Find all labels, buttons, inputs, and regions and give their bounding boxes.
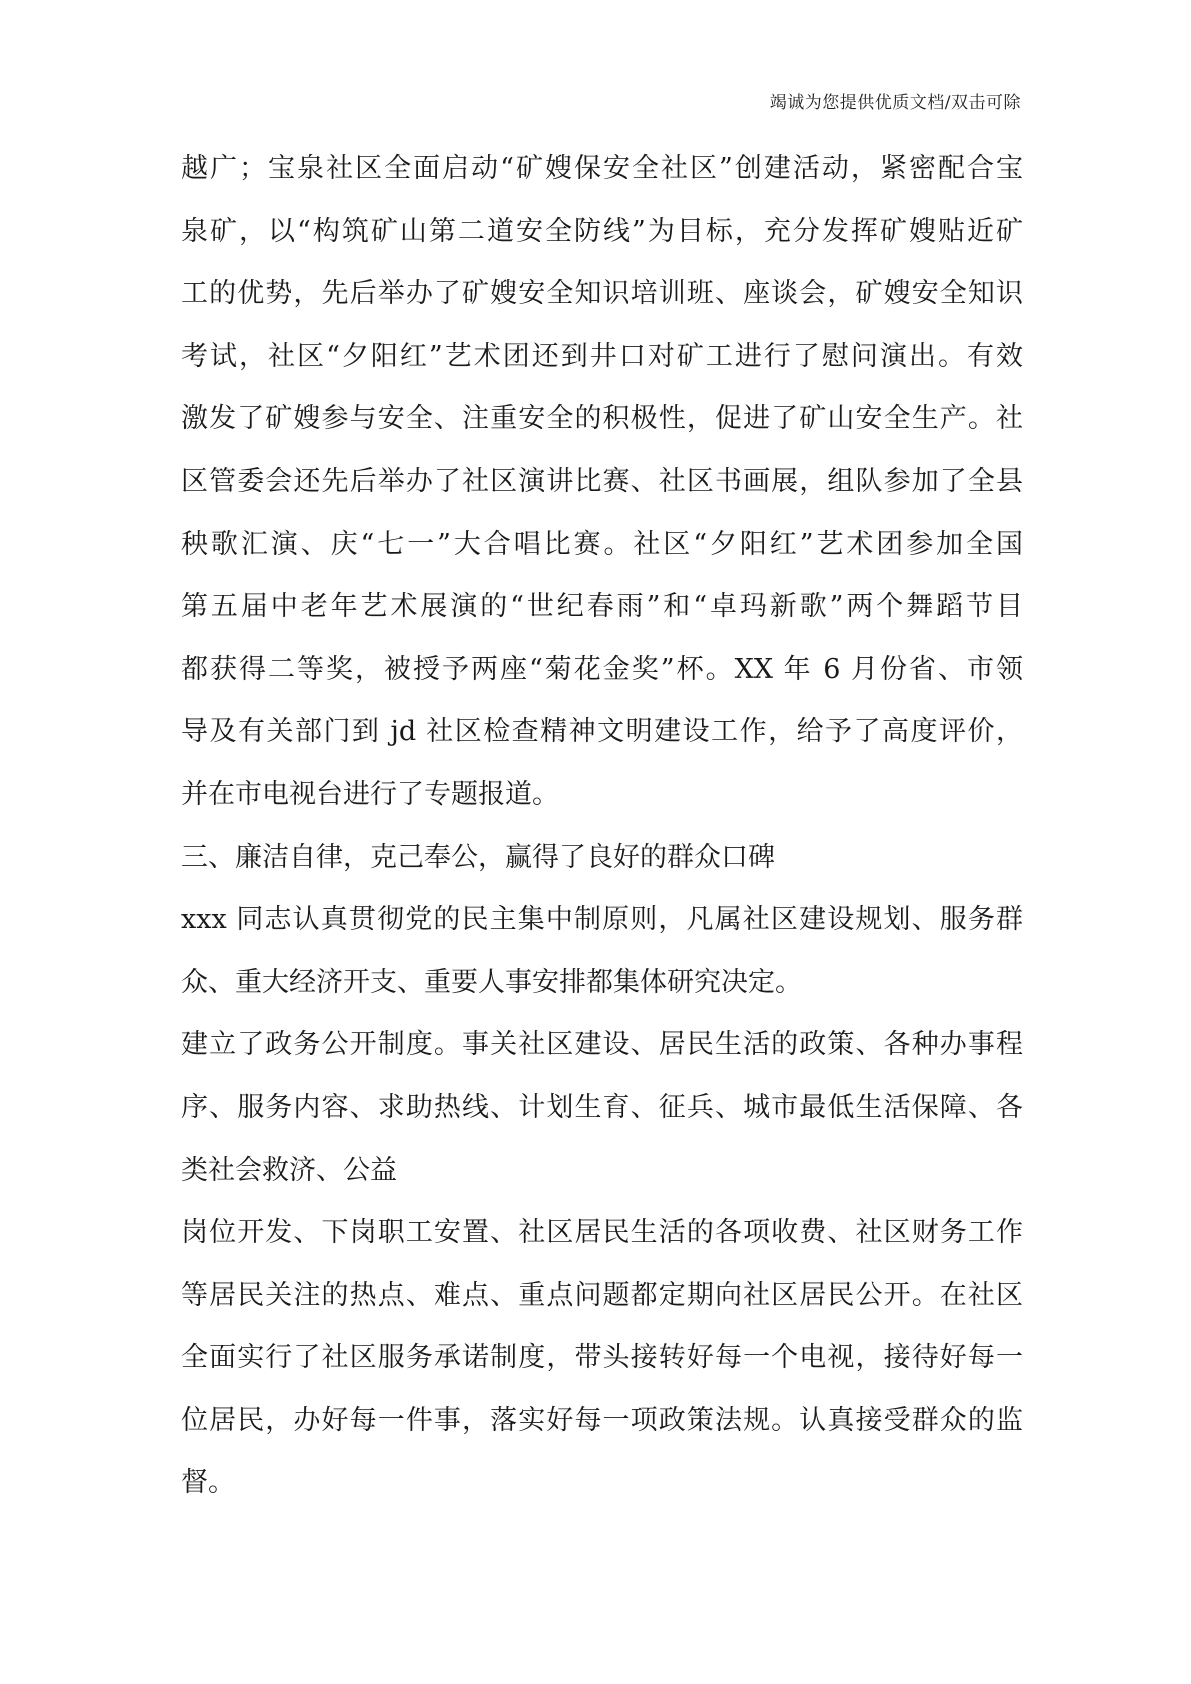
paragraph-line: 都获得二等奖，被授予两座“菊花金奖”杯。XX 年 6 月份省、市领 xyxy=(181,653,1023,685)
paragraph-line: 督。 xyxy=(181,1467,235,1499)
paragraph-line: 建立了政务公开制度。事关社区建设、居民生活的政策、各种办事程 xyxy=(181,1029,1023,1061)
header-note: 竭诚为您提供优质文档/双击可除 xyxy=(769,93,1021,113)
paragraph-line: 第五届中老年艺术展演的“世纪春雨”和“卓玛新歌”两个舞蹈节目 xyxy=(181,591,1023,623)
paragraph-line: 等居民关注的热点、难点、重点问题都定期向社区居民公开。在社区 xyxy=(181,1279,1023,1311)
paragraph-line: xxx 同志认真贯彻党的民主集中制原则，凡属社区建设规划、服务群 xyxy=(181,904,1023,936)
paragraph-line: 序、服务内容、求助热线、计划生育、征兵、城市最低生活保障、各 xyxy=(181,1091,1023,1123)
paragraph-line: 并在市电视台进行了专题报道。 xyxy=(181,778,559,810)
section-heading: 三、廉洁自律，克己奉公，赢得了良好的群众口碑 xyxy=(181,841,775,873)
paragraph-line: 秧歌汇演、庆“七一”大合唱比赛。社区“夕阳红”艺术团参加全国 xyxy=(181,528,1023,560)
paragraph-line: 位居民，办好每一件事，落实好每一项政策法规。认真接受群众的监 xyxy=(181,1404,1023,1436)
document-body xyxy=(181,138,1023,1515)
paragraph-line: 岗位开发、下岗职工安置、社区居民生活的各项收费、社区财务工作 xyxy=(181,1217,1023,1249)
paragraph-line: 考试，社区“夕阳红”艺术团还到井口对矿工进行了慰问演出。有效 xyxy=(181,340,1023,372)
paragraph-line: 区管委会还先后举办了社区演讲比赛、社区书画展，组队参加了全县 xyxy=(181,465,1023,497)
paragraph-line: 工的优势，先后举办了矿嫂安全知识培训班、座谈会，矿嫂安全知识 xyxy=(181,278,1023,310)
paragraph-line: 激发了矿嫂参与安全、注重安全的积极性，促进了矿山安全生产。社 xyxy=(181,403,1023,435)
paragraph-line: 众、重大经济开支、重要人事安排都集体研究决定。 xyxy=(181,966,802,998)
paragraph-line: 全面实行了社区服务承诺制度，带头接转好每一个电视，接待好每一 xyxy=(181,1342,1023,1374)
paragraph-line: 导及有关部门到 jd 社区检查精神文明建设工作，给予了高度评价， xyxy=(181,716,1023,748)
paragraph-line: 类社会救济、公益 xyxy=(181,1154,397,1186)
paragraph-line: 泉矿，以“构筑矿山第二道安全防线”为目标，充分发挥矿嫂贴近矿 xyxy=(181,215,1023,247)
paragraph-line: 越广；宝泉社区全面启动“矿嫂保安全社区”创建活动，紧密配合宝 xyxy=(181,153,1023,184)
